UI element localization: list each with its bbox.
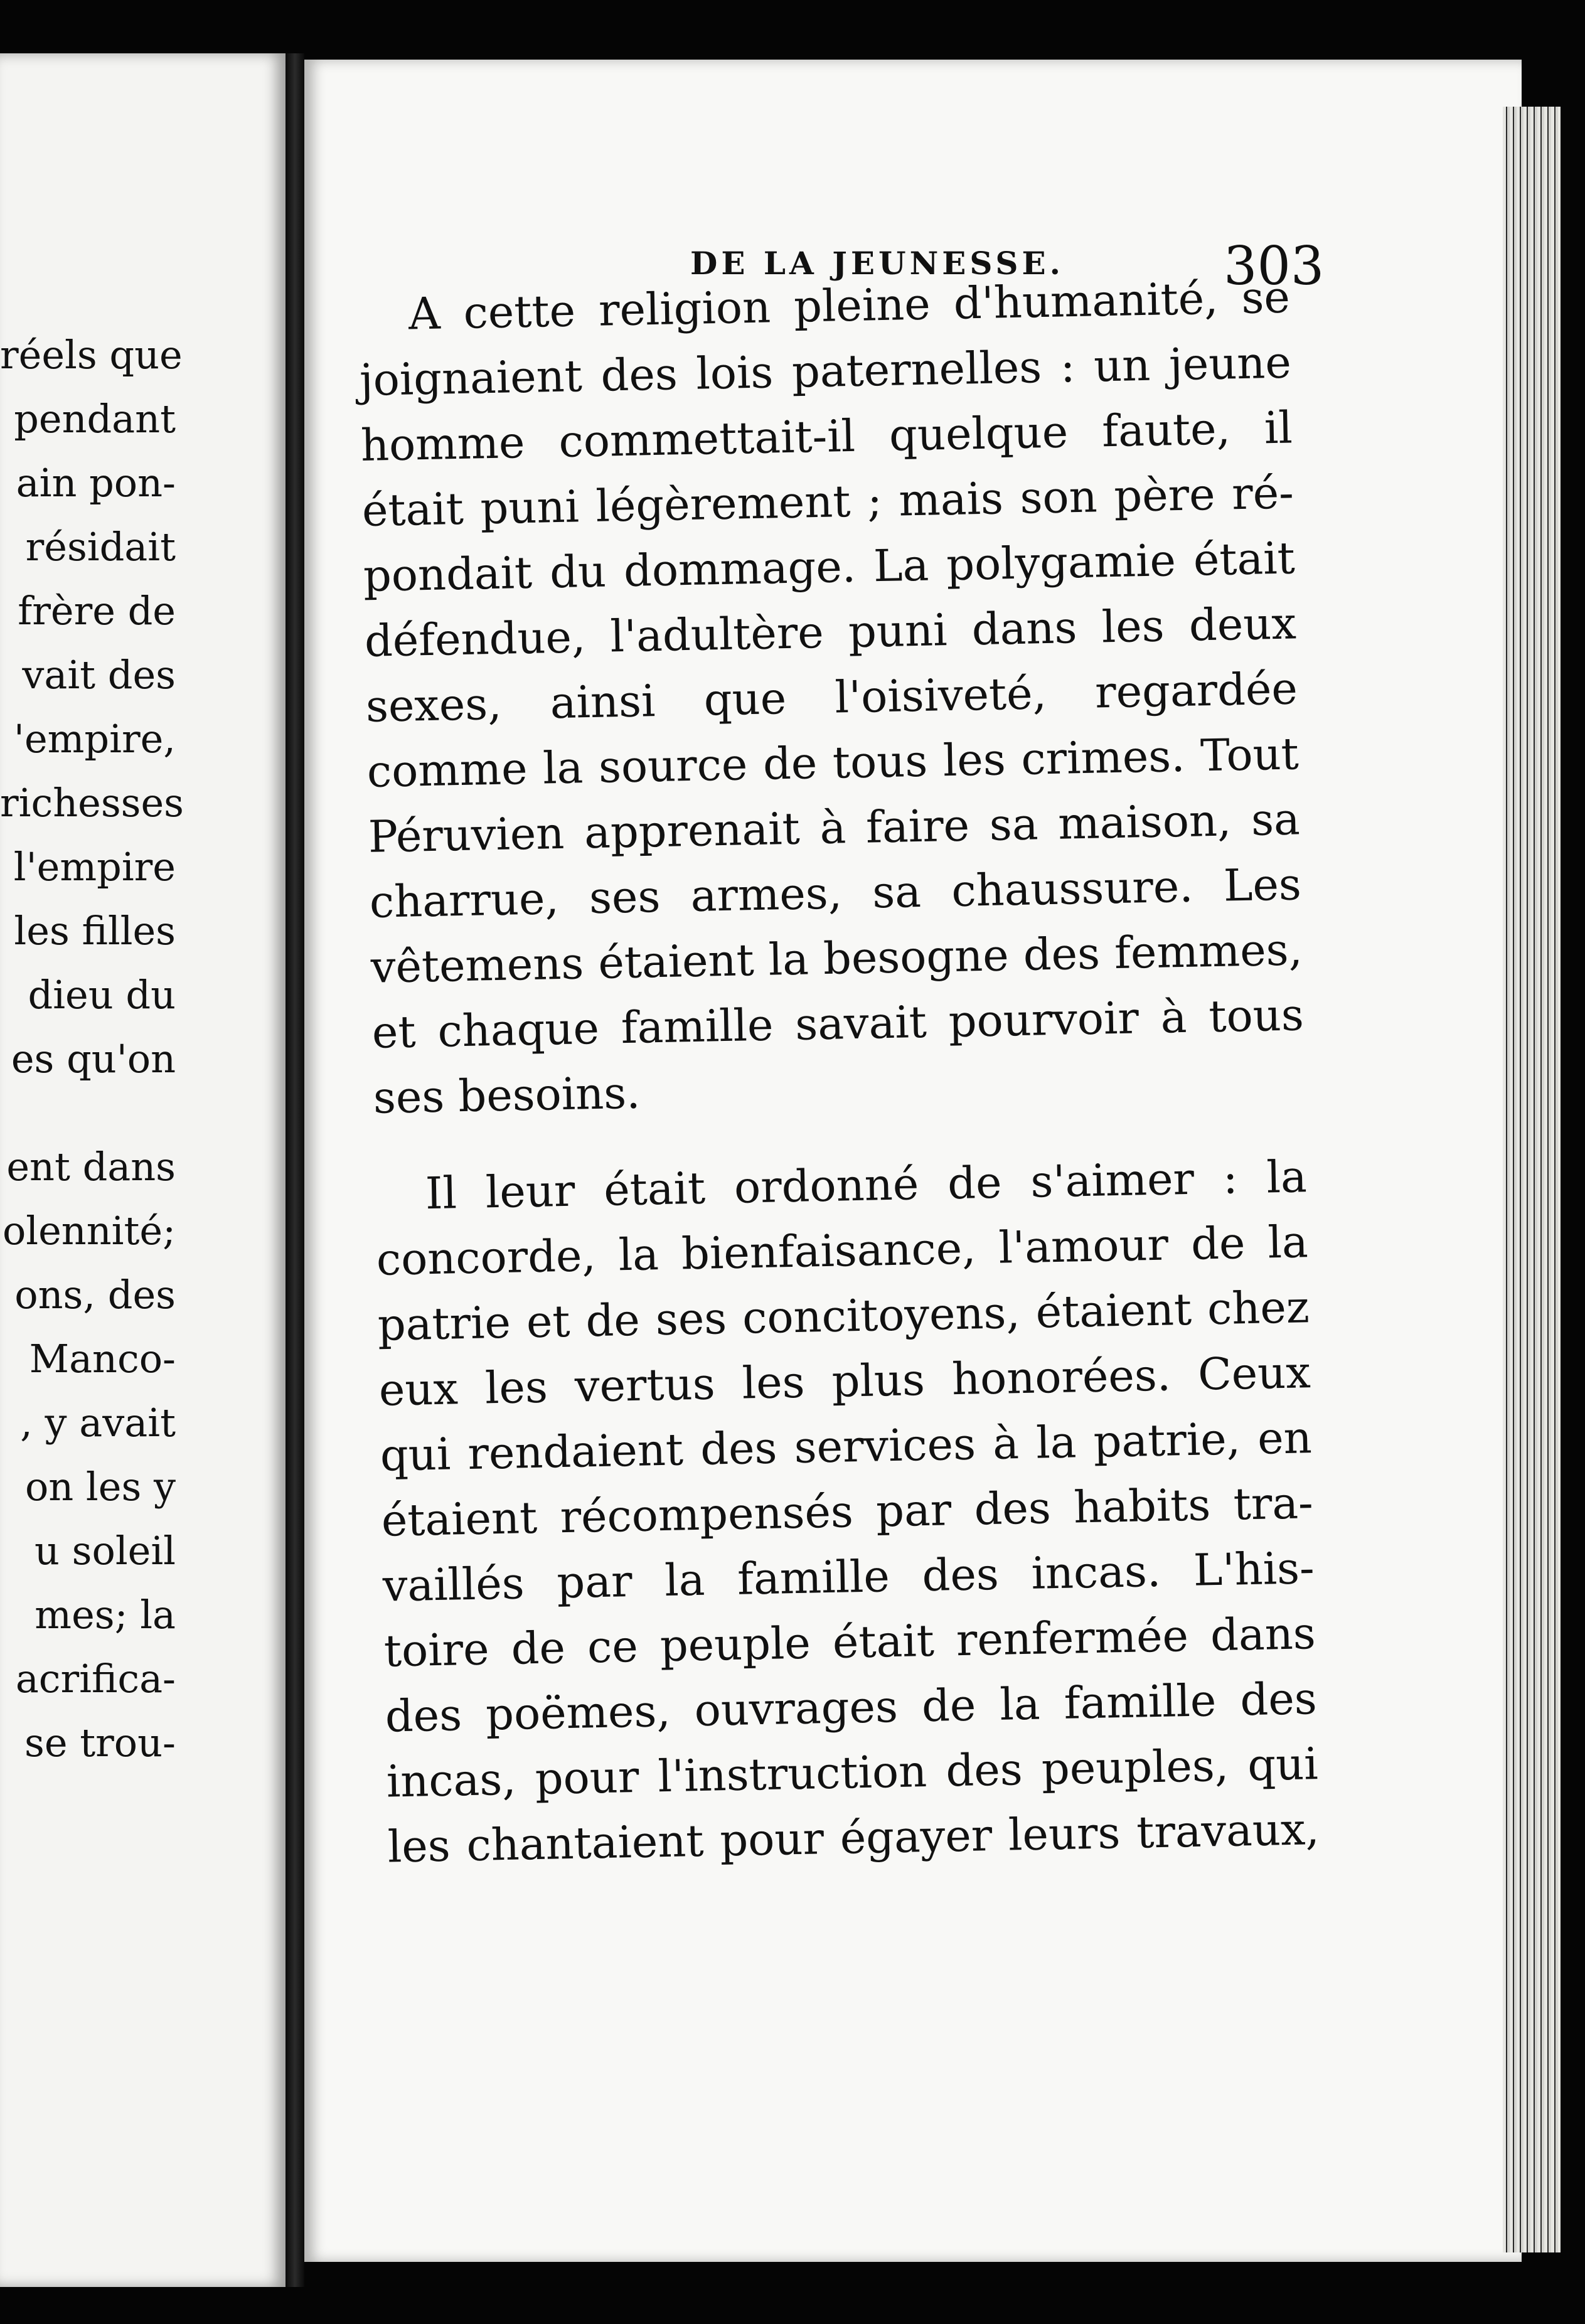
text-line: toire de ce peuple était renfermée dans (383, 1607, 1316, 1677)
body-text (358, 264, 1320, 1879)
running-head: DE LA JEUNESSE. (690, 245, 1065, 282)
text-line: étaient récompensés par des habits tra- (381, 1477, 1314, 1547)
left-line: dieu du (28, 972, 176, 1018)
text-line: sexes, ainsi que l'oisiveté, regardée (365, 663, 1298, 732)
text-line: qui rendaient des services à la patrie, en (380, 1412, 1313, 1481)
text-line: comme la source de tous les crimes. Tout (366, 728, 1299, 797)
text-line: vêtemens étaient la besogne des femmes, (370, 924, 1303, 993)
left-line: es qu'on (11, 1036, 176, 1082)
text-line: A cette religion pleine d'humanité, se (408, 271, 1291, 340)
text-line: homme commettait-il quelque faute, il (360, 402, 1293, 471)
text-line: eux les vertus les plus honorées. Ceux (378, 1346, 1311, 1416)
left-line: ain pon- (16, 460, 176, 506)
left-line: réels que (0, 332, 183, 378)
text-line: patrie et de ses concitoyens, étaient chez (377, 1281, 1310, 1351)
left-page-text (0, 323, 184, 1775)
left-line: acrifica- (15, 1656, 176, 1702)
text-line: incas, pour l'instruction des peuples, qui (386, 1738, 1319, 1808)
text-line: les chantaient pour égayer leurs travaux, (387, 1803, 1320, 1873)
text-line: pondait du dommage. La polygamie était (363, 532, 1296, 602)
left-line: olennité; (2, 1208, 176, 1254)
text-line: charrue, ses armes, sa chaussure. Les (369, 858, 1302, 928)
left-line: , y avait (20, 1400, 176, 1446)
left-line: Manco- (29, 1336, 176, 1382)
left-line: pendant (14, 396, 176, 442)
text-line: Il leur était ordonné de s'aimer : la (425, 1151, 1308, 1220)
left-line: les filles (14, 908, 176, 954)
text-line: concorde, la bienfaisance, l'amour de la (376, 1216, 1309, 1286)
text-line: était puni légèrement ; mais son père ré- (361, 467, 1294, 536)
text-line: Péruvien apprenait à faire sa maison, sa (368, 793, 1301, 863)
left-page (0, 53, 286, 2287)
left-line: se trou- (24, 1720, 176, 1766)
left-line: ons, des (14, 1272, 176, 1318)
text-line: vaillés par la famille des incas. L'his- (382, 1542, 1315, 1612)
paragraph (375, 1144, 1320, 1879)
left-line: 'empire, (13, 716, 176, 762)
book-gutter (286, 53, 304, 2287)
left-line: mes; la (35, 1592, 176, 1638)
text-line: ses besoins. (373, 1067, 641, 1124)
paragraph (358, 264, 1306, 1130)
page-edges (1503, 107, 1561, 2252)
left-line: vait des (22, 652, 176, 698)
text-line: des poëmes, ouvrages de la famille des (385, 1673, 1318, 1742)
left-line: l'empire (13, 844, 176, 890)
paragraph-gap (0, 1091, 176, 1135)
left-line: richesses (0, 780, 184, 826)
left-line: u soleil (35, 1528, 176, 1574)
left-line: frère de (18, 588, 176, 634)
text-line: joignaient des lois paternelles : un jeune (359, 336, 1292, 406)
text-line: défendue, l'adultère puni dans les deux (364, 597, 1297, 667)
left-line: on les y (24, 1464, 176, 1510)
page-number: 303 (1224, 235, 1325, 297)
text-line: et chaque famille savait pourvoir à tous (371, 989, 1305, 1058)
left-line: ent dans (6, 1144, 176, 1190)
left-line: résidait (25, 524, 176, 570)
